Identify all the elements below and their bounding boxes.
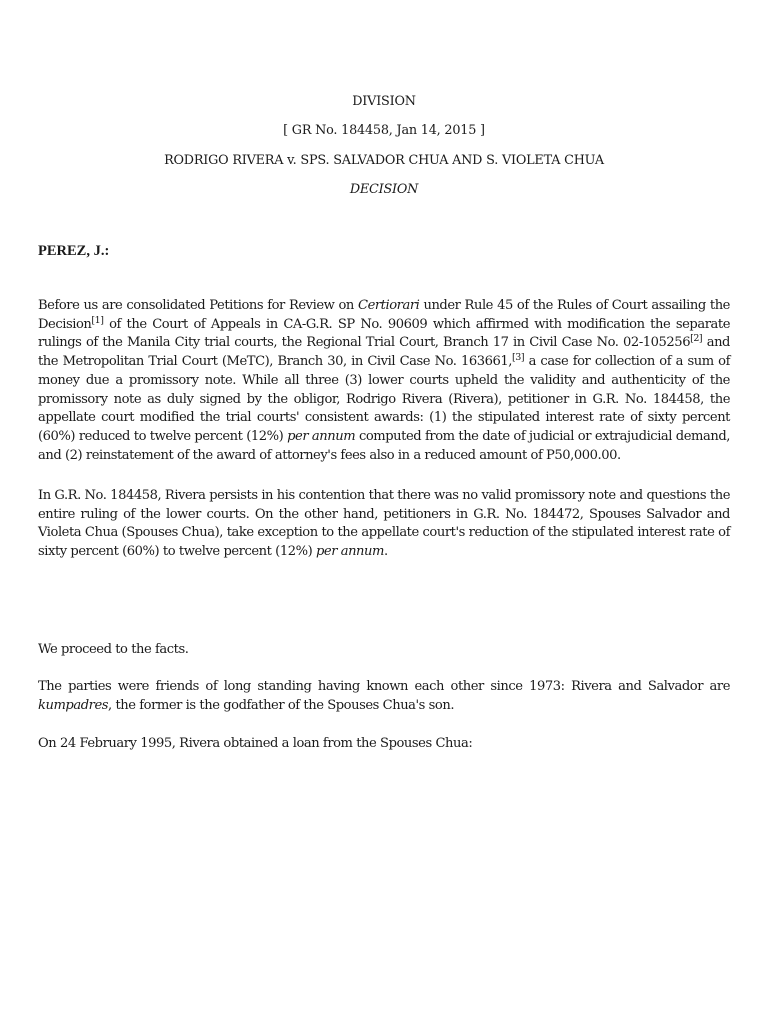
text-run: .: [384, 544, 388, 560]
text-run: under Rule 45 of the Rules of Court assailing the Decision: [38, 298, 730, 332]
paragraph-intro: [38, 297, 730, 465]
text-run: a case for collection of a sum of money due a promissory note. While all three (3) lower courts upheld the validity and authenticity of the promissory note as duly signed by the obligor, Rodrigo Rivera (Rivera), petitioner in G.R. No. 184458, the appellate court modified the trial courts' consistent awards: (1) the stipulated interest rate of sixty percent (60%) reduced to twelve percent (12%): [38, 354, 730, 444]
italic-term: per annum: [315, 544, 384, 560]
footnote-ref-2[interactable]: [2]: [690, 333, 703, 345]
text-run: computed from the date of judicial or extrajudicial demand, and (2) reinstatement of the award of attorney's fees also in a reduced amount of P50,000.00.: [38, 428, 730, 463]
paragraph-contentions: [38, 487, 730, 562]
text-run: and the Metropolitan Trial Court (MeTC), Branch 30, in Civil Case No. 163661,: [38, 335, 730, 370]
paragraph-relationship: [38, 678, 730, 715]
ponente: PEREZ, J.:: [38, 243, 110, 259]
text-run: , the former is the godfather of the Spouses Chua's son.: [108, 697, 455, 713]
italic-term: per annum: [287, 428, 356, 444]
italic-term: kumpadres: [38, 697, 109, 713]
case-parties: RODRIGO RIVERA v. SPS. SALVADOR CHUA AND S. VIOLETA CHUA: [164, 153, 604, 168]
case-reference: [ GR No. 184458, Jan 14, 2015 ]: [283, 123, 485, 138]
text-run: In G.R. No. 184458, Rivera persists in his contention that there was no valid promissory note and questions the entire ruling of the lower courts. On the other hand, petitioners in G.R. No. 184472, Spouses Salvador and Violeta Chua (Spouses Chua), take exception to the appellate court's reduction of the stipulated interest rate of sixty percent (60%) to twelve percent (12%): [38, 488, 730, 560]
italic-term: Certiorari: [358, 298, 420, 313]
paragraph-facts-intro: We proceed to the facts.: [38, 642, 189, 657]
text-run: Before us are consolidated Petitions for Review on: [38, 298, 358, 313]
footnote-ref-1[interactable]: [1]: [91, 314, 104, 326]
text-run: The parties were friends of long standing having known each other since 1973: Rivera and Salvador are: [38, 679, 730, 694]
text-run: of the Court of Appeals in CA-G.R. SP No. 90609 which affirmed with modification the separate rulings of the Manila City trial courts, the Regional Trial Court, Branch 17 in Civil Case No. 02-105256: [38, 316, 730, 351]
division-heading: DIVISION: [352, 94, 416, 109]
document-type: DECISION: [349, 182, 419, 197]
footnote-ref-3[interactable]: [3]: [511, 352, 525, 364]
paragraph-loan: On 24 February 1995, Rivera obtained a loan from the Spouses Chua:: [38, 736, 473, 751]
